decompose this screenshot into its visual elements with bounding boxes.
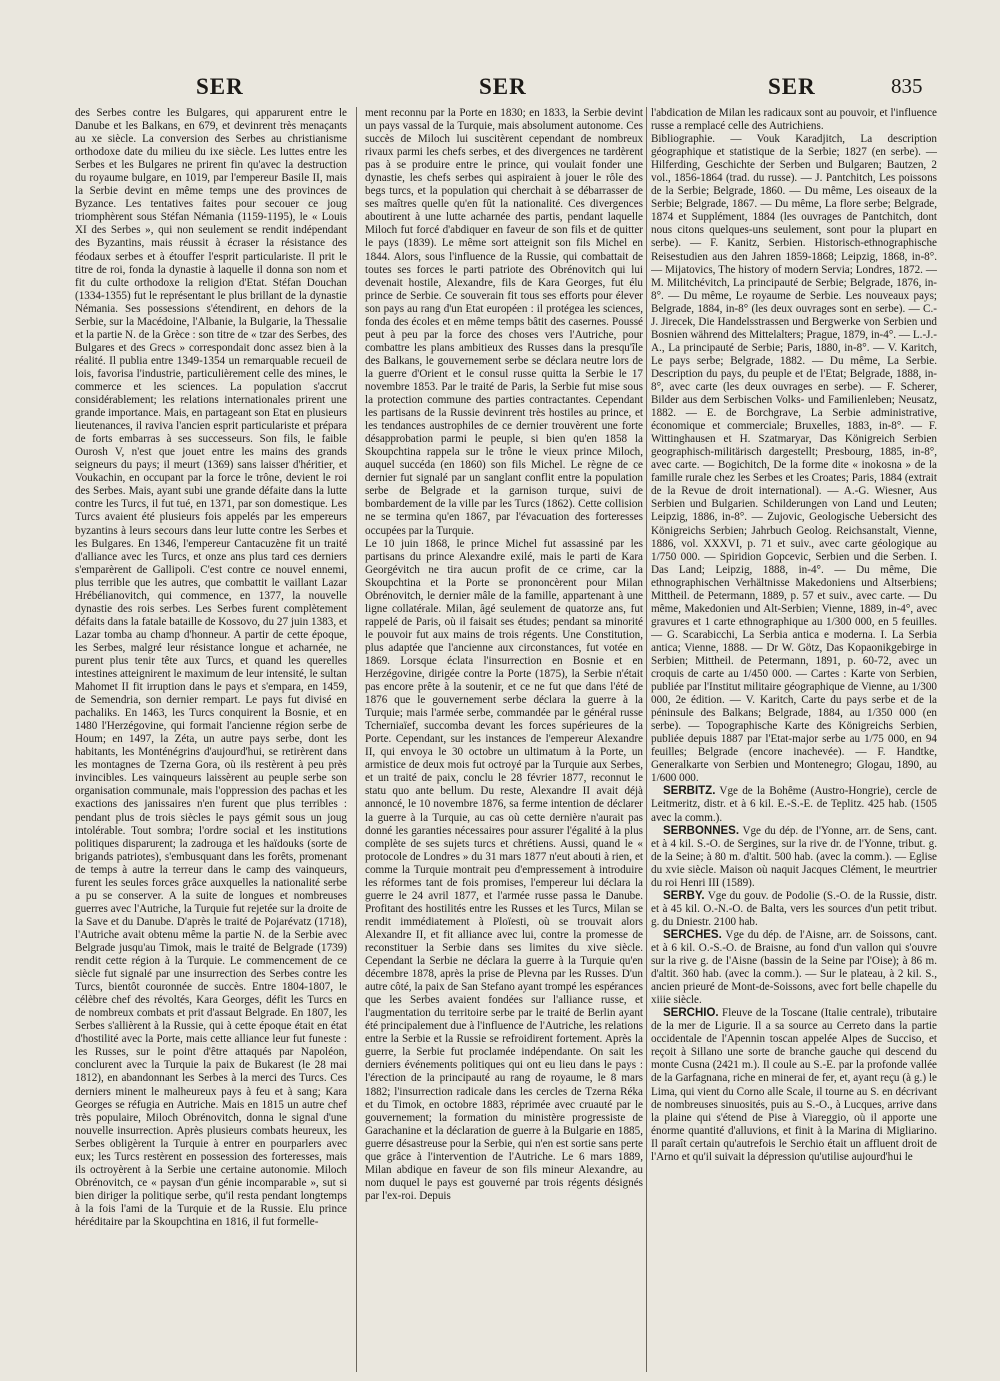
text-column-3 [651,107,937,1372]
headword: SERCHES. [663,928,722,941]
entry-text: Vge du dép. de l'Aisne, arr. de Soissons, cant. et à 6 kil. O.-S.-O. de Braisne, au fond d'un vallon qui s'ouvre sur la rive g. de l'Aisne (bassin de la Seine par l'Oise); à 86 m. d'altit. 360 hab. (avec la comm.). — Sur le plateau, à 2 kil. S., ancien prieuré de Mont-de-Soissons, avec fort belle chapelle du xiiie siècle. [651,928,937,1007]
entry-serchio [651,1007,937,1164]
entry-serby [651,890,937,929]
text-column-2 [365,107,643,1372]
bibliography: l'abdication de Milan les radicaux sont au pouvoir, et l'influence russe a remplacé celle des Autrichiens. Bibliographie. — Vouk Karadjitch, La description géographique et statistique de la Serbie; 1827 (en serbe). — Hilferding, Geschichte der Serben und Bulgaren; Bautzen, 2 vol., 1856-1864 (trad. du russe). — J. Pantchitch, Les poissons de la Serbie; Belgrade, 1860. — Du même, Les oiseaux de la Serbie; Belgrade, 1867. — Du même, La flore serbe; Belgrade, 1874 et Supplément, 1884 (les ouvrages de Pantchitch, dont nous citons quelques-uns seulement, sont pour la plupart en serbe). — F. Kanitz, Serbien. Historisch-ethnographische Reisestudien aus den Jahren 1859-1868; Leipzig, 1868, in-8°. — Mijatovics, The history of modern Servia; Londres, 1872. — M. Militchévitch, La principauté de Serbie; Belgrade, 1876, in-8°. — Du même, Le royaume de Serbie. Les nouveaux pays; Belgrade, 1884, in-8° (les deux ouvrages sont en serbe). — C.-J. Jirecek, Die Handelsstrassen und Bergwerke von Serbien und Bosnien während des Mittelalters; Prague, 1879, in-4°. — L.-J.-A., La principauté de Serbie; Paris, 1880, in-8°. — V. Karitch, Le pays serbe; Belgrade, 1882. — Du même, La Serbie. Description du pays, du peuple et de l'Etat; Belgrade, 1888, in-8°, avec carte (les deux ouvrages en serbe). — F. Scherer, Bilder aus dem Serbischen Volks- und Familienleben; Neusatz, 1882. — E. de Borchgrave, La Serbie administrative, économique et commerciale; Bruxelles, 1883, in-8°. — F. Wittinghausen et H. Szatmaryar, Das Königreich Serbien geographisch-militärisch dargestellt; Presbourg, 1885, in-8°, avec carte. — Bogichitch, De la forme dite « inokosna » de la famille rurale chez les Serbes et les Croates; Paris, 1884 (extrait de la Revue de droit international). — A.-G. Wiesner, Aus Serbien und Bulgarien. Schilderungen von Land und Leuten; Leipzig, 1886, in-8°. — Zujovic, Geologische Uebersicht des Königreichs Serbien; Jahrbuch Geolog. Reichsanstalt, Vienne, 1886, vol. XXXVI, p. 71 et suiv., avec carte géologique au 1/750 000. — Spiridion Gopcevic, Serbien und die Serben. I. Das Land; Leipzig, 1888, in-4°. — Du même, Die ethnographischen Verhältnisse Makedoniens und Altserbiens; Mittheil. de Petermann, 1889, p. 57 et suiv., avec carte. — Du même, Makedonien und Alt-Serbien; Vienne, 1889, in-4°, avec gravures et 1 carte ethnographique au 1/300 000, en 5 feuilles. — G. Scarabicchi, La Serbia antica e moderna. I. La Serbia antica; Vienne, 1888. — Dr W. Götz, Das Kopaonikgebirge in Serbien; Mittheil. de Petermann, 1891, p. 60-72, avec un croquis de carte au 1/450 000. — Cartes : Karte von Serbien, publiée par l'Institut militaire géographique de Vienne, au 1/300 000, 2e édition. — V. Karitch, Carte du pays serbe et de la péninsule des Balkans; Belgrade, 1884, au 1/350 000 (en serbe). — Topographische Karte des Königreichs Serbien, publiée depuis 1887 par l'Etat-major serbe au 1/75 000, en 94 feuilles; Belgrade (encore inachevée). — F. Handtke, Generalkarte von Serbien und Montenegro; Glogau, 1890, au 1/600 000. [651,107,937,785]
paragraph: des Serbes contre les Bulgares, qui apparurent entre le Danube et les Balkans, en 679, et devinrent très menaçants au xe siècle. La conversion des Serbes au christianisme orthodoxe date du milieu du ixe siècle. Les luttes entre les Serbes et les Bulgares ne prirent fin qu'avec la destruction du royaume bulgare, en 1019, par l'empereur Basile II, mais la Serbie devint en même temps une des provinces de Byzance. Les tentatives faites pour secouer ce joug triomphèrent sous Stéfan Némania (1159-1195), le « Louis XI des Serbes », qui non seulement se rendit indépendant des Byzantins, mais réussit à écraser la résistance des féodaux serbes et à étouffer l'esprit particulariste. Il prit le titre de roi, fonda la dynastie à laquelle il donna son nom et fit du culte orthodoxe la religion d'Etat. Stéfan Douchan (1334-1355) fut le représentant le plus brillant de la dynastie Némania. Ses possessions s'étendirent, en dehors de la Serbie, sur la Macédoine, l'Albanie, la Bulgarie, la Thessalie et la partie N. de la Grèce : son titre de « tzar des Serbes, des Bulgares et des Grecs » correspondait donc assez bien à la réalité. Il publia entre 1349-1354 un remarquable recueil de lois, favorisa l'industrie, particulièrement celle des mines, le commerce et les sciences. La population s'accrut considérablement; les relations internationales prirent une grande importance. Mais, en partageant son Etat en plusieurs lieutenances, il raviva l'ancien esprit particulariste et prépara de forts embarras à ses successeurs. Son fils, le faible Ourosh V, n'est que jouet entre les mains des grands seigneurs du pays; il meurt (1369) sans laisser d'héritier, et Voukachin, en occupant par la force le trône, devient le roi des Serbes. Mais, ayant subi une grande défaite dans la lutte contre les Turcs, il fut tué, en 1371, par son domestique. Les Turcs avaient été plusieurs fois appelés par les empereurs byzantins à leurs secours dans leur lutte contre les Serbes et les Bulgares. En 1346, l'empereur Cantacuzène fit un traité d'alliance avec les Turcs, et onze ans plus tard ces derniers s'emparèrent de Gallipoli. C'est contre ce nouvel ennemi, plus terrible que les autres, que combattit le vaillant Lazar Hrébélianovitch, qui commence, en 1377, la nouvelle dynastie des rois serbes. Les Serbes furent complètement défaits dans la fatale bataille de Kossovo, du 27 juin 1383, et Lazar tomba au champ d'honneur. A partir de cette époque, les Serbes, malgré leur résistance longue et acharnée, ne purent plus tenir tête aux Turcs, et quand les querelles intestines atteignirent le maximum de leur intensité, le sultan Mahomet II fit irruption dans le pays et s'empara, en 1459, de Semendria, son dernier rempart. Le pays fut divisé en pachaliks. En 1463, les Turcs conquirent la Bosnie, et en 1480 l'Herzégovine, qui formait l'ancienne région serbe de Houm; en 1497, la Zéta, un autre pays serbe, dont les habitants, les Monténégrins d'aujourd'hui, se retirèrent dans les montagnes de Tzerna Gora, où ils restèrent à peu près invincibles. Les vainqueurs laissèrent au peuple serbe son organisation communale, mais l'oppression des pachas et les exactions des janissaires n'en furent que plus terribles : pendant plus de trois siècles le pays gémit sous un joug intolérable. Tout sombra; l'ordre social et les institutions politiques disparurent; la zadrouga et les haïdouks (sorte de brigands patriotes), s'embusquant dans les forêts, promenant de temps à autre la terreur dans le camp des vainqueurs, furent les seules forces grâce auxquelles la nationalité serbe a pu se conserver. A la suite de longues et nombreuses guerres avec l'Autriche, la Turquie fut rejetée sur la droite de la Save et du Danube. D'après le traité de Pojarévatz (1718), l'Autriche avait obtenu même la partie N. de la Serbie avec Belgrade jusqu'au Timok, mais le traité de Belgrade (1739) rendit cette région à la Turquie. Le commencement de ce siècle fut signalé par une insurrection des Serbes contre les Turcs, bientôt couronnée de succès. Entre 1804-1807, le célèbre chef des révoltés, Kara Georges, défit les Turcs en de nombreux combats et prit d'assaut Belgrade. En 1807, les Serbes s'allièrent à la Russie, qui à cette époque était en état d'hostilité avec la Porte, mais cette alliance leur fut funeste : les Russes, sur le point d'être attaqués par Napoléon, conclurent avec la Turquie la paix de Bukarest (le 28 mai 1812), en abandonnant les Serbes à la merci des Turcs. Ces derniers minent le malheureux pays à feu et à sang; Kara Georges se réfugia en Autriche. Mais en 1815 un autre chef très populaire, Miloch Obrénovitch, donna le signal d'une nouvelle insurrection. Après plusieurs combats heureux, les Serbes obligèrent la Turquie à entrer en pourparlers avec eux; les Turcs restèrent en possession des forteresses, mais ils octroyèrent à la Serbie une certaine autonomie. Miloch Obrénovitch, ce « paysan d'un génie incomparable », sut si bien diriger la politique serbe, qu'il resta pendant longtemps à la fois l'ami de la Turquie et de la Russie. Elu prince héréditaire par la Skoupchtina en 1816, il fut formelle- [75,107,347,1228]
entry-text: Vge du dép. de l'Yonne, arr. de Sens, cant. et à 4 kil. S.-O. de Sergines, sur la rive dr. de l'Yonne, tribut. g. de la Seine; à 80 m. d'altit. 500 hab. (avec la comm.). — Eglise du xvie siècle. Maison où naquit Jacques Clément, le meurtrier du roi Henri III (1589). [651,824,937,889]
headword: SERBONNES. [663,824,740,837]
header-word-right: SER [768,74,816,99]
page-number: 835 [891,74,923,98]
header-word-center: SER [479,74,527,99]
entry-serbonnes [651,825,937,890]
text-column-1 [75,107,347,1372]
column-divider [356,107,357,1372]
headword: SERBY. [663,889,705,902]
entry-serches [651,929,937,1007]
headword: SERBITZ. [663,785,716,798]
header-word-left: SER [196,74,244,99]
entry-serbitz [651,785,937,824]
headword: SERCHIO. [663,1007,719,1020]
entry-text: Vge de la Bohême (Austro-Hongrie), cercle de Leitmeritz, distr. et à 6 kil. E.-S.-E. de Teplitz. 425 hab. (1505 avec la comm.). [651,785,937,824]
running-head [0,74,1000,104]
entry-text: Fleuve de la Toscane (Italie centrale), tributaire de la mer de Ligurie. Il a sa source au Cerreto dans la partie occidentale de l'Apennin toscan appelée Alpes de Succiso, et reçoit à Sillano une sorte de branche gauche qui descend du monte Cusna (2421 m.). Il coule au S.-E. par la profonde vallée de la Garfagnana, riche en minerai de fer, et, ayant reçu (à g.) le Lima, qui vient du Corno alle Scale, il tourne au S. en décrivant de nombreuses sinuosités, puis au S.-O., à Lucques, arrive dans la plaine qui s'étend de Pise à Viareggio, où il apporte une énorme quantité d'alluvions, et finit à la Marina di Migliarino. Il paraît certain qu'autrefois le Serchio était un affluent droit de l'Arno et qu'il suivait la dépression qu'utilise aujourd'hui le [651,1007,937,1163]
entry-text: Vge du gouv. de Podolie (S.-O. de la Russie, distr. et à 45 kil. O.-N.-O. de Balta, vers les sources d'un petit tribut. g. du Dniestr. 2100 hab. [651,889,937,928]
column-divider [646,107,647,1372]
paragraph: ment reconnu par la Porte en 1830; en 1833, la Serbie devint un pays vassal de la Turquie, mais absolument autonome. Ces succès de Miloch lui suscitèrent cependant de nombreux rivaux parmi les chefs serbes, et des divergences ne tardèrent pas à se produire entre le prince, qui voulait fonder une dynastie, les chefs serbes qui aspiraient à jouer le rôle des begs turcs, et la population qui cherchait à se débarrasser de ses maîtres quelle qu'en fût la nationalité. Ces divergences aboutirent à une lutte acharnée des partis, pendant laquelle Miloch fut forcé d'abdiquer en faveur de son fils et de quitter le pays (1839). Le même sort atteignit son fils Michel en 1844. Alors, sous l'influence de la Russie, qui combattait de toutes ses forces le parti patriote des Obrénovitch qui lui devenait hostile, Alexandre, fils de Kara Georges, fut élu prince de Serbie. Ce souverain fit tous ses efforts pour élever son pays au rang d'un Etat européen : il protégea les sciences, fonda des écoles et en même temps bâtit des casernes. Poussé peut à peu par la force des choses vers l'Autriche, pour combattre les plans ambitieux des Russes dans la presqu'île des Balkans, le gouvernement serbe se déclara neutre lors de la guerre d'Orient et le consul russe quitta la Serbie le 17 novembre 1853. Par le traité de Paris, la Serbie fut mise sous la protection commune des parties contractantes. Cependant les partisans de la Russie devinrent très hostiles au prince, et les tendances austrophiles de ce dernier trouvèrent une forte désapprobation parmi le peuple, si bien qu'en 1858 la Skoupchtina rappela sur le trône le vieux prince Miloch, auquel succéda (en 1860) son fils Michel. Le règne de ce dernier fut signalé par un sanglant conflit entre la population serbe de Belgrade et la garnison turque, suivi de bombardement de la ville par les Turcs (1862). Cette collision ne se termina qu'en 1867, par l'évacuation des forteresses occupées par la Turquie. Le 10 juin 1868, le prince Michel fut assassiné par les partisans du prince Alexandre exilé, mais le parti de Kara Georgévitch ne tira aucun profit de ce crime, car la Skoupchtina et la Porte se prononcèrent pour Milan Obrénovitch, le dernier mâle de la famille, appartenant à une ligne collatérale. Milan, âgé seulement de quatorze ans, fut rappelé de Paris, où il faisait ses études; pendant sa minorité le pouvoir fut aux mains de trois régents. Une Constitution, plus adaptée que l'ancienne aux circonstances, fut votée en 1869. Lorsque éclata l'insurrection en Bosnie et en Herzégovine, dirigée contre la Porte (1875), la Serbie n'était pas encore prête à la soutenir, et ce ne fut que dans l'été de 1876 que le gouvernement serbe déclara la guerre à la Turquie; mais l'armée serbe, commandée par le général russe Tcherniaïef, succomba devant les forces supérieures de la Porte. Cependant, sur les instances de l'empereur Alexandre II, qui envoya le 30 octobre un ultimatum à la Porte, un armistice de deux mois fut octroyé par la Turquie aux Serbes, et un traité de paix, conclu le 28 février 1877, reconnut le statu quo ante bellum. Du reste, Alexandre II avait déjà annoncé, le 10 novembre 1876, sa ferme intention de déclarer la guerre à la Turquie, au cas où cette dernière n'aurait pas donné les garanties nécessaires pour assurer l'égalité à la plus complète de ses sujets turcs et chrétiens. Aussi, quand le « protocole de Londres » du 31 mars 1877 n'eut abouti à rien, et comme la Turquie montrait peu d'empressement à introduire les réformes tant de fois promises, l'empereur lui déclara la guerre le 24 avril 1877, et l'armée russe passa le Danube. Profitant des hostilités entre les Russes et les Turcs, Milan se rendit immédiatement à Ploïesti, où se trouvait alors Alexandre II, et fit alliance avec lui, contre la promesse de reconstituer la Serbie dans ses limites du xive siècle. Cependant la Serbie ne déclara la guerre à la Turquie qu'en décembre 1878, après la prise de Plevna par les Russes. D'un autre côté, la paix de San Stefano ayant trompé les espérances que les Serbes avaient fondées sur l'alliance russe, et l'augmentation du territoire serbe par le traité de Berlin ayant été principalement due à l'influence de l'Autriche, les relations entre la Serbie et la Russie se refroidirent fortement. Après la guerre, la Serbie fut proclamée indépendante. On sait les derniers événements politiques qui ont eu lieu dans le pays : l'érection de la principauté au rang de royaume, le 8 mars 1882; l'insurrection radicale dans les cercles de Tzerna Réka et du Timok, en octobre 1883, réprimée avec cruauté par le gouvernement; la formation du ministère progressiste de Garachanine et la déclaration de guerre à la Bulgarie en 1885, guerre désastreuse pour la Serbie, qui n'en est sortie sans perte que grâce à l'intervention de l'Autriche. Le 6 mars 1889, Milan abdique en faveur de son fils mineur Alexandre, au nom duquel le pays est gouverné par trois régents désignés par l'ex-roi. Depuis [365,107,643,1202]
